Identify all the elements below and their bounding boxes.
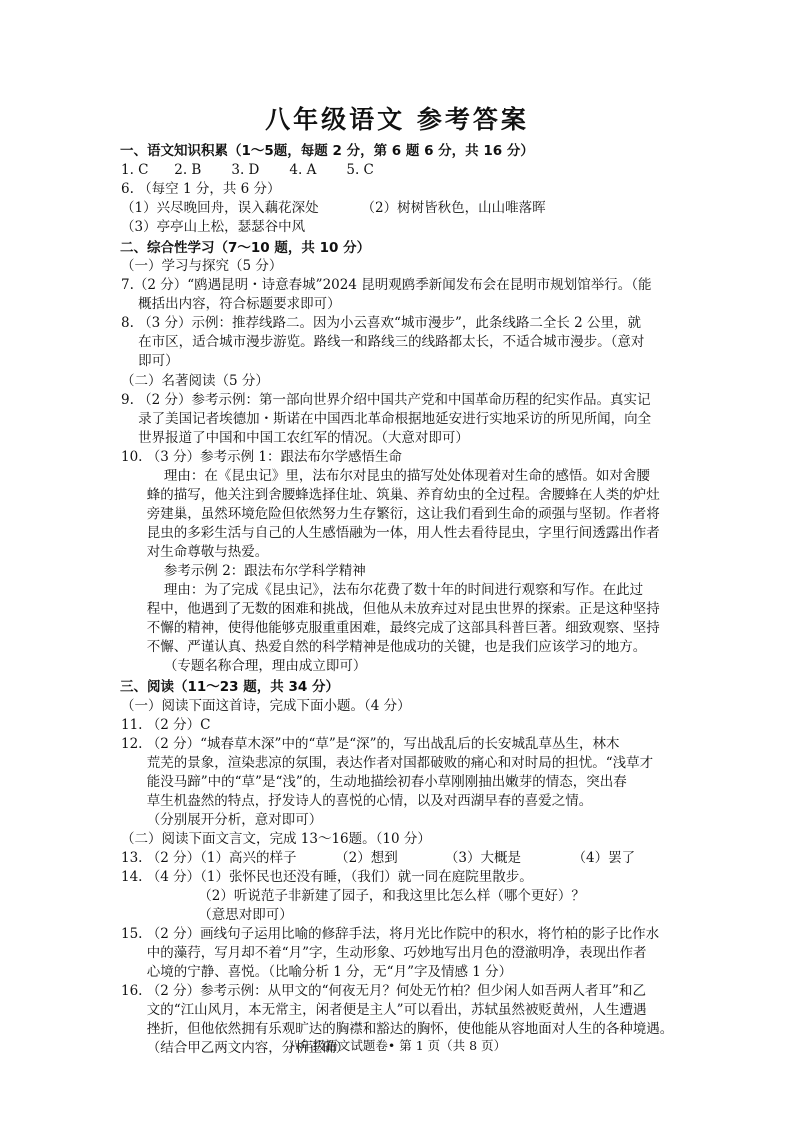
answer-line: 10. （3 分）参考示例 1：跟法布尔学感悟生命 — [121, 449, 403, 465]
answer-line: 6. （每空 1 分，共 6 分） — [121, 181, 281, 197]
answer-line: 8. （3 分）示例：推荐线路二。因为小云喜欢“城市漫步”，此条线路二全长 2 公里，就 — [121, 315, 642, 331]
answer-line: 心境的宁静、喜悦。（比喻分析 1 分，无“月”字及情感 1 分） — [121, 964, 513, 980]
answer-line: 昆虫的多彩生活与自己的人生感悟融为一体，用人性去看待昆虫，字里行间透露出作者 — [121, 525, 660, 541]
answer-line: （一）学习与探究（5 分） — [121, 258, 283, 274]
answer-line: 15. （2 分）画线句子运用比喻的修辞手法，将月光比作院中的积水，将竹柏的影子比作水 — [121, 926, 660, 942]
answer-line: （一）阅读下面这首诗，完成下面小题。（4 分） — [121, 698, 411, 714]
answer-line: 草生机盎然的特点，抒发诗人的喜悦的心情，以及对西湖早春的喜爱之情。 — [121, 793, 593, 809]
answer-line: （二）名著阅读（5 分） — [121, 373, 269, 389]
answer-line: 9. （2 分）参考示例：第一部向世界介绍中国共产党和中国革命历程的纪实作品。真实记 — [121, 392, 651, 408]
answer-line: 16. （2 分）参考示例：从甲文的“何夜无月？何处无竹柏？但少闲人如吾两人者耳”和乙 — [121, 983, 646, 999]
answer-line: （专题名称合理，理由成立即可） — [121, 658, 367, 674]
answer-line: 理由：为了完成《昆虫记》，法布尔花费了数十年的时间进行观察和写作。在此过 — [121, 582, 644, 598]
answer-line: 文的“江山风月，本无常主，闲者便是主人”可以看出，苏轼虽然被贬黄州，人生遭遇 — [121, 1002, 647, 1018]
answer-line: （2）听说范子非新建了园子，和我这里比怎么样（哪个更好）？ — [121, 888, 585, 904]
answer-line: （结合甲乙两文内容，分析正确） — [121, 1040, 350, 1056]
answer-line: 蜂的描写，他关注到舍腰蜂选择住址、筑巢、养育幼虫的全过程。舍腰蜂在人类的炉灶 — [121, 487, 660, 503]
answer-line: 理由：在《昆虫记》里，法布尔对昆虫的描写处处体现着对生命的感悟。如对舍腰 — [121, 468, 650, 484]
answer-line: 不懈、严谨认真、热爱自然的科学精神是他成功的关键，也是我们应该学习的地方。 — [121, 639, 647, 655]
answer-line: 1. C 2. B 3. D 4. A 5. C — [121, 162, 374, 178]
answer-line: 不懈的精神，使得他能够克服重重困难，最终完成了这部具科普巨著。细致观察、坚持 — [121, 620, 660, 636]
answer-line: 程中，他遇到了无数的困难和挑战，但他从未放弃过对昆虫世界的探索。正是这种坚持 — [121, 601, 660, 617]
answer-line: 在市区，适合城市漫步游览。路线一和路线三的线路都太长，不适合城市漫步。（意对 — [121, 334, 645, 350]
section-heading: 一、语文知识积累（1～5题，每题 2 分，第 6 题 6 分，共 16 分） — [120, 143, 534, 159]
answer-line: 即可） — [121, 353, 179, 369]
answer-line: （二）阅读下面文言文，完成 13～16题。（10 分） — [121, 831, 431, 847]
answer-line: 挫折，但他依然拥有乐观旷达的胸襟和豁达的胸怀，使他能从容地面对人生的各种境遇。 — [121, 1021, 674, 1037]
page-footer: 八年级语文试题卷• 第 1 页（共 8 页） — [287, 1038, 507, 1053]
answer-line: 12. （2 分）“城春草木深”中的“草”是“深”的，写出战乱后的长安城乱草丛生，林木 — [121, 736, 620, 752]
answer-line: 对生命尊敬与热爱。 — [121, 544, 269, 560]
answer-line: 13. （2 分）（1）高兴的样子 （2）想到 （3）大概是 （4）罢了 — [121, 850, 636, 866]
answer-line: 能没马蹄”中的“草”是“浅”的，生动地描绘初春小草刚刚抽出嫩芽的情态，突出春 — [121, 774, 627, 790]
answer-line: 11. （2 分）C — [121, 717, 211, 733]
section-heading: 二、综合性学习（7～10 题，共 10 分） — [120, 240, 371, 256]
answer-line: （分别展开分析，意对即可） — [121, 812, 323, 828]
answer-line: 旁建巢，虽然环境危险但依然努力生存繁衍，这让我们看到生命的顽强与坚韧。作者将 — [121, 506, 660, 522]
answer-line: 荒芜的景象，渲染悲凉的氛围，表达作者对国都破败的痛心和对时局的担忧。“浅草才 — [121, 755, 654, 771]
answer-line: 14. （4 分）（1）张怀民也还没有睡，（我们）就一同在庭院里散步。 — [121, 869, 533, 885]
page-title: 八年级语文 参考答案 — [265, 105, 529, 134]
answer-line: 参考示例 2：跟法布尔学科学精神 — [121, 563, 366, 579]
answer-line: 7.（2 分）“鸥遇昆明・诗意春城”2024 昆明观鸥季新闻发布会在昆明市规划馆举行。（能 — [121, 277, 652, 293]
answer-line: （1）兴尽晚回舟，误入藕花深处 （2）树树皆秋色，山山唯落晖 — [121, 200, 546, 216]
answer-line: 世界报道了中国和中国工农红军的情况。（大意对即可） — [121, 430, 469, 446]
answer-line: （3）亭亭山上松，瑟瑟谷中风 — [121, 219, 306, 235]
answer-line: 概括出内容，符合标题要求即可） — [121, 296, 341, 312]
answer-line: （意思对即可） — [121, 907, 293, 923]
answer-line: 中的藻荇，写月却不着“月”字，生动形象、巧妙地写出月色的澄澈明净，表现出作者 — [121, 945, 647, 961]
answer-line: 录了美国记者埃德加・斯诺在中国西北革命根据地延安进行实地采访的所见所闻，向全 — [121, 411, 652, 427]
section-heading: 三、阅读（11～23 题，共 34 分） — [120, 679, 339, 695]
